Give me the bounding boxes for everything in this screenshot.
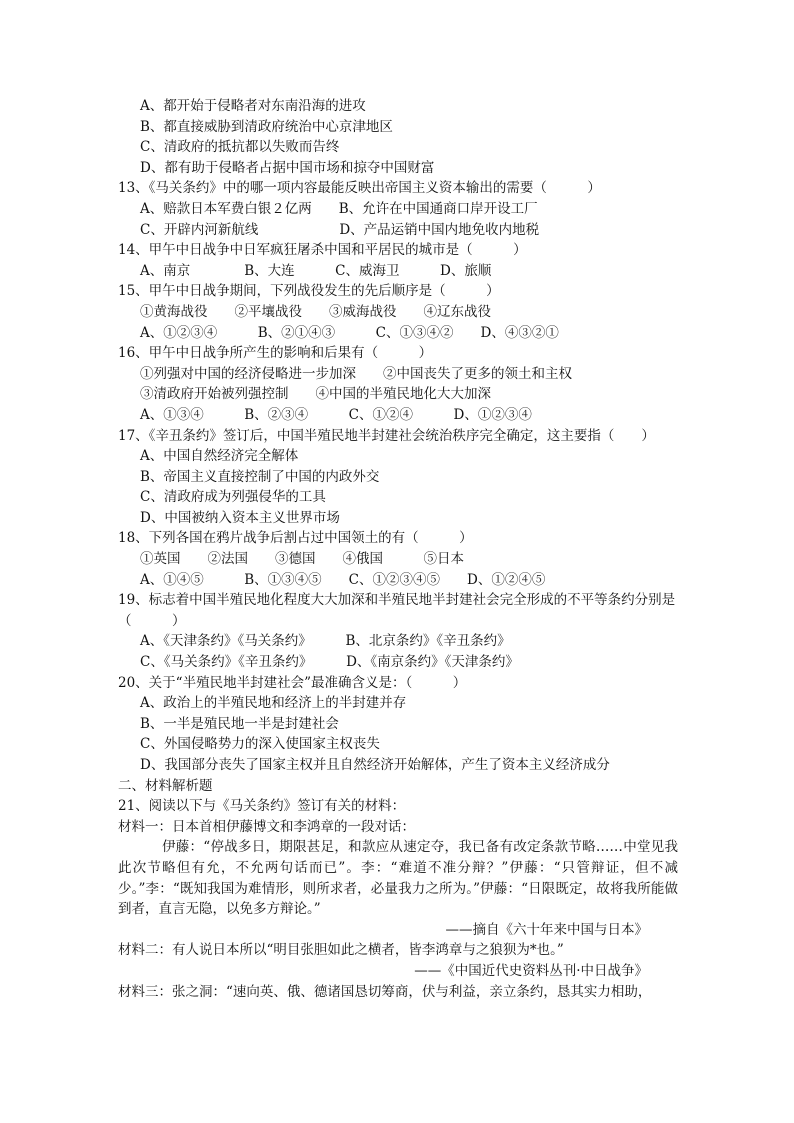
q14-stem: 14、甲午中日战争中日军疯狂屠杀中国和平居民的城市是（ ） xyxy=(118,242,527,259)
material-three: 材料三：张之洞：“速向英、俄、德诸国恳切筹商，伏与利益，亲立条约，恳其实力相助， xyxy=(118,983,652,1000)
q19-options-cd: C、《马关条约》《辛丑条约》 D、《南京条约》《天津条约》 xyxy=(140,654,519,671)
q13-stem: 13、《马关条约》中的哪一项内容最能反映出帝国主义资本输出的需要（ ） xyxy=(118,180,601,197)
q19-stem: 19、标志着中国半殖民地化程度大大加深和半殖民地半封建社会完全形成的不平等条约分别是（ ） xyxy=(118,592,676,629)
section-heading-material-analysis: 二、材料解析题 xyxy=(118,777,213,794)
material-two: 材料二：有人说日本所以“明目张胆如此之横者，皆李鸿章与之狼狈为*也。” xyxy=(118,942,564,959)
material-one-heading: 材料一：日本首相伊藤博文和李鸿章的一段对话： xyxy=(118,818,415,835)
q12-option-a: A、都开始于侵略者对东南沿海的进攻 xyxy=(140,98,366,114)
q15-stem: 15、甲午中日战争期间，下列战役发生的先后顺序是（ ） xyxy=(118,283,500,300)
q19-options-ab: A、《天津条约》《马关条约》 B、北京条约》《辛丑条约》 xyxy=(140,633,511,650)
q18-stem: 18、下列各国在鸦片战争后割占过中国领土的有（ ） xyxy=(118,530,473,547)
q13-options-cd: C、开辟内河新航线 D、产品运销中国内地免收内地税 xyxy=(140,221,540,238)
material-one-source: ——摘自《六十年来中国与日本》 xyxy=(445,921,648,938)
q14-options: A、南京 B、大连 C、威海卫 D、旅顺 xyxy=(140,262,492,279)
q17-option-a: A、中国自然经济完全解体 xyxy=(140,448,299,465)
q20-option-c: C、外国侵略势力的深入使国家主权丧失 xyxy=(140,736,380,753)
q12-option-d: D、都有助于侵略者占据中国市场和掠夺中国财富 xyxy=(140,159,435,176)
q15-options: A、①②③④ B、②①④③ C、①③④② D、④③②① xyxy=(140,324,559,341)
q17-option-c: C、清政府成为列强侵华的工具 xyxy=(140,489,326,506)
q16-stem: 16、甲午中日战争所产生的影响和后果有（ ） xyxy=(118,345,433,362)
q20-option-d: D、我国部分丧失了国家主权并且自然经济开始解体，产生了资本主义经济成分 xyxy=(140,757,610,773)
q18-items: ①英国 ②法国 ③德国 ④俄国 ⑤日本 xyxy=(140,551,464,568)
q20-option-a: A、政治上的半殖民地和经济上的半封建并存 xyxy=(140,695,407,712)
q15-items: ①黄海战役 ②平壤战役 ③威海战役 ④辽东战役 xyxy=(140,303,491,320)
q16-items-2: ③清政府开始被列强控制 ④中国的半殖民地化大大加深 xyxy=(140,386,491,403)
q18-options: A、①④⑤ B、①③④⑤ C、①②③④⑤ D、①②④⑤ xyxy=(140,571,546,588)
q17-option-b: B、帝国主义直接控制了中国的内政外交 xyxy=(140,468,380,485)
q17-option-d: D、中国被纳入资本主义世界市场 xyxy=(140,509,340,526)
material-two-source: ——《中国近代史资料丛刊·中日战争》 xyxy=(414,962,648,979)
exam-text-column xyxy=(118,96,678,1002)
q20-option-b: B、一半是殖民地一半是封建社会 xyxy=(140,715,339,732)
q20-stem: 20、关于“半殖民地半封建社会”最准确含义是：（ ） xyxy=(118,674,467,691)
q12-option-c: C、清政府的抵抗都以失败而告终 xyxy=(140,139,340,156)
q12-option-b: B、都直接威胁到清政府统治中心京津地区 xyxy=(140,118,393,135)
material-one-dialogue: 伊藤：“停战多日，期限甚足，和款应从速定夺，我已备有改定条款节略……中堂见我此次节略但有允，不允两句话而已”。李：“难道不准分辩？”伊藤：“只管辩证，但不减少。”李：“既知我国为难情形，则所求者，必量我力之所为。”伊藤：“日限既定，故将我所能做到者，直言无隐，以免多方辩论。” xyxy=(118,839,678,918)
q21-stem: 21、阅读以下与《马关条约》签订有关的材料： xyxy=(118,798,406,815)
q17-stem: 17、《辛丑条约》签订后，中国半殖民地半封建社会统治秩序完全确定，这主要指（ ） xyxy=(118,427,655,444)
q16-options: A、①③④ B、②③④ C、①②④ D、①②③④ xyxy=(140,406,532,423)
q13-options-ab: A、赔款日本军费白银２亿两 B、允许在中国通商口岸开设工厂 xyxy=(140,200,538,217)
q16-items-1: ①列强对中国的经济侵略进一步加深 ②中国丧失了更多的领土和主权 xyxy=(140,365,572,382)
